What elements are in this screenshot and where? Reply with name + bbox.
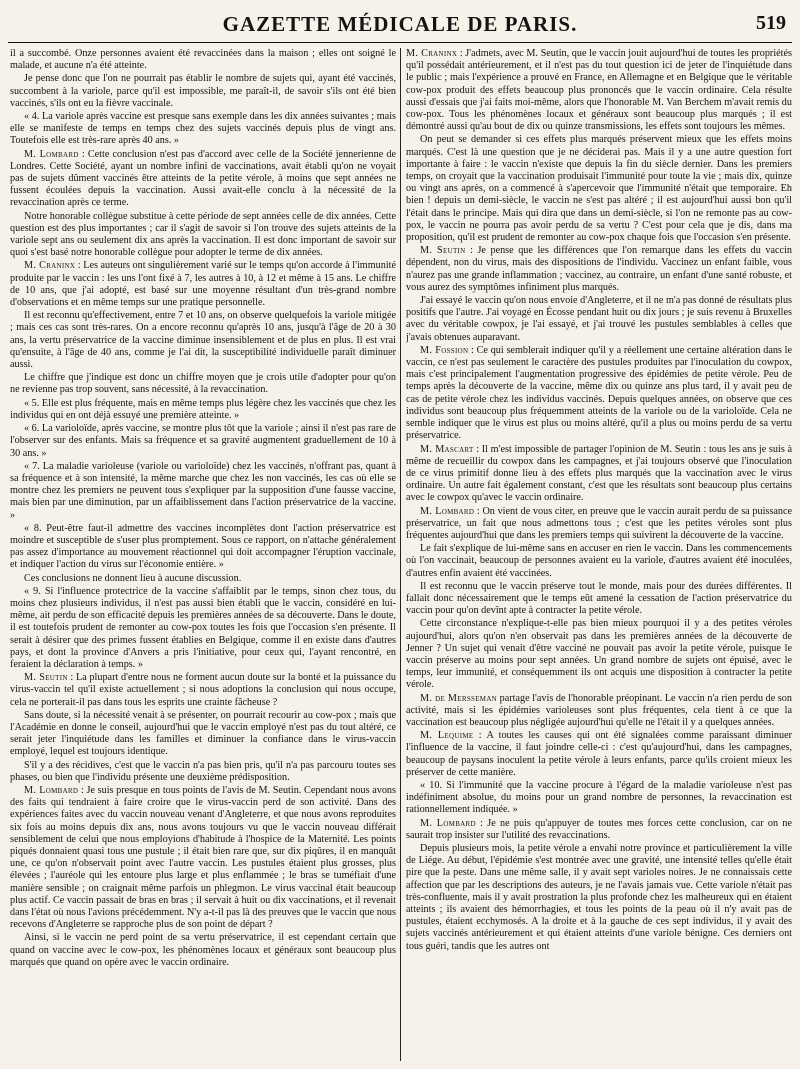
paragraph-text: Le fait s'explique de lui-même sans en accuser en rien le vaccin. Dans les commencements où l'on vaccinait, beaucoup de personnes avaient eu la variole, d'autres avaient été inoculées, d'autres enfin avaient été vaccinées.	[406, 543, 792, 579]
paragraph	[10, 710, 396, 759]
speaker-name: M. Lequime	[420, 730, 474, 742]
paragraph-text: : Il m'est impossible de partager l'opinion de M. Seutin : tous les ans je suis à même de recueillir du cowpox dans les campagnes, et j'ai toujours observé que l'inoculation de ce virus primitif donne lieu à des effets plus marqués que la vaccination avec le virus ordinaire. Un autre fait également constant, c'est que les résultats sont beaucoup plus certains avec le cowpox qu'avec le vaccin ordinaire.	[406, 443, 792, 504]
paragraph-text: Cette circonstance n'explique-t-elle pas bien mieux pourquoi il y a des petites véroles aujourd'hui, alors qu'on n'en observait pas dans les premières années de la découverte de Jenner ? Un sujet qui venait d'être vacciné ne pouvait pas avoir la petite vérole, puisque le vaccin préserve au moins pour sept années. Un grand nombre de sujets ont épuisé, avec le temps, leur immunité, et conséquemment ils ont acquis une disposition à contracter la petite vérole.	[406, 618, 792, 691]
paragraph	[10, 211, 396, 260]
speaker-name: M. Seutin	[24, 672, 68, 684]
paragraph	[10, 310, 396, 371]
paragraph	[406, 48, 792, 133]
paragraph-text: : Je suis presque en tous points de l'avis de M. Seutin. Cependant nous avons des faits qui tendraient à faire croire que le virus-vaccin perd de son activité. Dans des expériences faites avec du vaccin nouveau venant d'Angleterre, et que nous avons reproduites six fois au moins depuis dix ans, nous avons toujours vu que le vaccin nouveau différait sensiblement de celui que nous employions d'habitude à l'hospice de la Maternité. Les points piqués donnaient quasi tous une pustule ; il était bien rare que, sur dix piqûres, il en manquât une, ce qu'on n'observait point avec l'autre vaccin. Les pustules étaient plus grosses, plus élevées ; l'auréole qui les entoure plus large et plus enflammée ; le bras se tuméfiait d'une manière sensible ; on craignait même parfois un phlegmon. Le virus vaccinal était beaucoup plus actif. Ce vaccin passait de bras en bras ; il servait à huit ou dix vaccinations, et il revenait dans l'état où nous l'avions précédemment. N'y a-t-il pas là des preuves que le vaccin que nous recevons d'Angleterre se rapproche plus de son point de départ ?	[10, 784, 396, 931]
paragraph-text: il a succombé. Onze personnes avaient été revaccinées dans la maison ; elles ont soigné le malade, et aucune n'a été atteinte.	[10, 48, 396, 72]
paragraph-text: « 10. Si l'immunité que la vaccine procure à l'égard de la maladie varioleuse n'est pas indéfiniment absolue, du moins pour un grand nombre de personnes, la revaccination est rationnellement indiquée. »	[406, 779, 792, 816]
paragraph-text: Ainsi, si le vaccin ne perd point de sa vertu préservatrice, il est cependant certain que quand on vaccine avec le cow-pox, les phénomènes locaux et généraux sont beaucoup plus marqués que quand on opère avec le vaccin ordinaire.	[10, 932, 396, 968]
paragraph-text: Il est reconnu qu'effectivement, entre 7 et 10 ans, on observe quelquefois la variole mitigée ; mais ces cas sont très-rares. On a encore reconnu qu'après 10 ans, jusqu'à l'âge de 20 à 30 ans, la vertu préservatrice de la vaccine diminue insensiblement et de plus en plus. Il est vrai qu'ensuite, à l'âge de 40 ans, comme je l'ai dit, la susceptibilité individuelle paraît diminuer aussi.	[10, 310, 396, 371]
paragraph	[406, 245, 792, 294]
paragraph	[10, 48, 396, 72]
paragraph-text: « 8. Peut-être faut-il admettre des vaccines incomplètes dont l'action préservatrice est moindre et susceptible de s'user plus promptement. Sous ce rapport, on n'attache généralement pas assez d'importance au mouvement réactionnel qui doit accompagner l'éruption vaccinale, et indiquer l'action du virus sur l'économie entière. »	[10, 522, 396, 571]
paragraph-text: : J'admets, avec M. Seutin, que le vaccin jouit aujourd'hui de toutes les propriétés qu'il possédait antérieurement, et il n'est pas du tout question ici de jeter de l'inquiétude dans le public ; mais l'expérience a prouvé en France, en Allemagne et en Belgique que le véritable cow-pox produit des effets beaucoup plus prononcés que le vaccin ordinaire. Cela résulte aussi d'essais que j'ai faits moi-même, alors que l'honorable M. Van Berchem m'avait remis du cow-pox. Tous les phénomènes locaux et généraux sont beaucoup plus marqués ; il est démontré aussi qu'au bout de dix ou quinze transmissions, les effets sont toujours les mêmes.	[406, 48, 792, 133]
journal-title: GAZETTE MÉDICALE DE PARIS.	[222, 12, 578, 36]
speaker-name: M. Mascart	[420, 443, 474, 455]
paragraph	[10, 149, 396, 210]
paragraph-text: « 9. Si l'influence protectrice de la vaccine s'affaiblit par le temps, sinon chez tous, du moins chez plusieurs individus, il n'est pas aussi bien établi que le vaccin, considéré en lui-même, ait perdu de son efficacité depuis les premières années de sa découverte. Dans le doute, il est toutefois prudent de remonter au cow-pox toutes les fois que l'occasion s'en présente. Il serait à désirer que des primes fussent établies en Belgique, comme il en existe dans d'autres pays, et dont la province d'Anvers a pris l'initiative, pour ceux qui, l'ayant rencontré, en feraient la déclaration à temps. »	[10, 585, 396, 670]
paragraph-text: partage l'avis de l'honorable préopinant. Le vaccin n'a rien perdu de son activité, mais si les épidémies varioleuses sont plus fréquentes, cela tient à ce que la vaccination est beaucoup plus négligée aujourd'hui qu'elle ne l'était il y a quelques années.	[406, 692, 792, 728]
paragraph-text: « 6. La varioloïde, après vaccine, se montre plus tôt que la variole ; ainsi il n'est pas rare de l'observer sur des enfants. Mais sa fréquence et sa gravité augmentent graduellement de 10 à 30 ans. »	[10, 423, 396, 459]
left-column	[10, 48, 396, 1065]
paragraph	[406, 843, 792, 953]
paragraph-text: : Je ne puis qu'appuyer de toutes mes forces cette conclusion, car on ne saurait trop insister sur l'utilité des revaccinations.	[406, 817, 792, 841]
paragraph	[406, 780, 792, 817]
paragraph	[406, 581, 792, 618]
paragraph-text: : A toutes les causes qui ont été signalées comme paraissant diminuer l'influence de la vaccine, il faut joindre celle-ci : c'est qu'aujourd'hui, dans les campagnes, beaucoup de paysans inoculent la petite vérole à leurs enfants, parce qu'ils croient mieux les préserver de cette manière.	[406, 730, 792, 778]
page-header	[8, 8, 792, 42]
paragraph	[10, 760, 396, 784]
paragraph	[10, 573, 396, 585]
paragraph-text: Le chiffre que j'indique est donc un chiffre moyen que je crois utile d'adopter pour qu'on ne revienne pas trop souvent, sans nécessité, à la revaccination.	[10, 372, 396, 396]
paragraph-text: S'il y a des récidives, c'est que le vaccin n'a pas bien pris, qu'il n'a pas parcouru toutes ses phases, ou bien que l'individu présente une deuxième prédisposition.	[10, 759, 396, 783]
header-rule	[8, 42, 792, 43]
speaker-name: M. Lombard	[420, 817, 476, 829]
speaker-name: M. Craninx	[24, 260, 76, 272]
paragraph	[406, 618, 792, 691]
speaker-name: M. Craninx	[406, 48, 458, 59]
paragraph-text: : Cette conclusion n'est pas d'accord avec celle de la Société jennerienne de Londres. Cette Société, ayant un nombre infini de vaccinations, avait établi qu'on ne voyait pas de sujets dûment vaccinés être atteints de la petite vérole, à moins que sept années ne fussent écoulées depuis la vaccination. Aussi avait-elle conclu à la nécessité de la revaccination après ce terme.	[10, 148, 396, 209]
paragraph-text: « 7. La maladie varioleuse (variole ou varioloïde) chez les vaccinés, n'offrant pas, quant à sa fréquence et à son intensité, la même marche que chez les non vaccinés, les cas où elle se montre chez les premiers ne peuvent tous s'expliquer par la supposition d'une fausse vaccine, mais bien par une diminution, par un affaiblissement dans l'action préservatrice de la vaccine. »	[10, 460, 396, 521]
paragraph	[10, 260, 396, 309]
paragraph-text: : Les auteurs ont singulièrement varié sur le temps qu'on accorde à l'immunité produite par le vaccin : les uns l'ont fixé à 7, les autres à 10, à 12 et même à 15 ans. Le chiffre de 10 ans, que j'ai adopté, est basé sur une moyenne résultant d'un très-grand nombre d'observations et en même temps sur une pratique personnelle.	[10, 260, 396, 309]
paragraph	[406, 818, 792, 842]
paragraph-text: : On vient de vous citer, en preuve que le vaccin aurait perdu de sa puissance préservatrice, un fait que nous admettons tous ; c'est que les petites véroles sont plus fréquentes aujourd'hui que dans les premiers temps qui suivirent la découverte de la vaccine.	[406, 505, 792, 541]
page-number: 519	[756, 12, 786, 34]
paragraph	[406, 693, 792, 730]
speaker-name: M. Seutin	[420, 245, 466, 257]
paragraph	[406, 543, 792, 580]
paragraph	[10, 423, 396, 460]
paragraph	[10, 672, 396, 709]
paragraph-text: On peut se demander si ces effets plus marqués préservent mieux que les effets moins marqués. C'est là une question que je ne déciderai pas. Mais il y a une autre question fort importante à faire : le vaccin n'existe que depuis la fin du siècle dernier. Dans les premiers temps, on croyait que la vaccination produisait l'immunité pour toute la vie ; mais dix, quinze ou vingt ans après, on a commencé à s'apercevoir que l'immunité n'était que temporaire. Eh bien ! depuis un demi-siècle, le vaccin ne s'est pas altéré ; il est aujourd'hui aussi bon qu'il l'était dans le principe. Mais qui dira que dans un demi-siècle, si l'on ne remonte pas au cow-pox, le vaccin ne pourra pas avoir perdu de sa vertu ? C'est pour cela que je dis, dans ma proposition, qu'il est prudent de remonter au cow-pox chaque fois que l'occasion s'en présente.	[406, 134, 792, 244]
speaker-name: M. Fossion	[420, 344, 469, 356]
paragraph	[10, 461, 396, 522]
paragraph	[10, 785, 396, 931]
paragraph-text: Il est reconnu que le vaccin préserve tout le monde, mais pour des durées différentes. Il fallait donc nécessairement que le temps eût amené la cessation de l'action préservatrice du vaccin pour qu'on devînt apte à contracter la petite vérole.	[406, 580, 792, 617]
paragraph	[10, 372, 396, 396]
paragraph-text: : La plupart d'entre nous ne forment aucun doute sur la bonté et la puissance du virus-vaccin tel qu'il existe actuellement ; si nous adoptions la conclusion qui nous occupe, cela ne porterait-il pas dans tous les esprits une crainte fâcheuse ?	[10, 672, 396, 708]
paragraph-text: « 4. La variole après vaccine est presque sans exemple dans les dix années suivantes ; mais elle se manifeste de temps en temps chez des sujets vaccinés depuis plus de vingt ans. Toutefois elle est très-rare après 40 ans. »	[10, 111, 396, 147]
paragraph-text: Ces conclusions ne donnent lieu à aucune discussion.	[24, 572, 242, 584]
paragraph-text: « 5. Elle est plus fréquente, mais en même temps plus légère chez les vaccinés que chez les individus qui en ont déjà essuyé une première atteinte. »	[10, 397, 396, 421]
paragraph	[406, 444, 792, 505]
paragraph	[10, 111, 396, 148]
paragraph-text: J'ai essayé le vaccin qu'on nous envoie d'Angleterre, et il ne m'a pas donné de résultats plus positifs que l'autre. J'ai voyagé en Écosse pendant huit ou dix jours ; je suis revenu à Bruxelles avec du véritable cowpox, je l'ai essayé, et j'ai trouvé les pustules semblables à celles que j'avais obtenues auparavant.	[406, 295, 792, 343]
speaker-name: M. Lombard	[24, 148, 79, 160]
paragraph-text: Notre honorable collègue substitue à cette période de sept années celle de dix années. Cette question est des plus importantes ; car il s'agit de savoir si l'on trouve des sujets atteints de la variole sept ans ou seulement dix ans après la vaccination. Il est donc important de savoir sur quoi s'est basé notre honorable collègue pour adopter le terme de dix années.	[10, 210, 396, 259]
paragraph	[406, 134, 792, 244]
speaker-name: M. de Mersseman	[420, 692, 498, 704]
paragraph	[406, 295, 792, 344]
paragraph-text: : Je pense que les différences que l'on remarque dans les effets du vaccin dépendent, non du virus, mais des dispositions de l'individu. Vaccinez un enfant faible, vous n'aurez pas une grande inflammation ; vaccinez, au contraire, un enfant d'une santé robuste, et vous aurez des symptômes infiniment plus marqués.	[406, 245, 792, 293]
paragraph-text: Sans doute, si la nécessité venait à se présenter, on pourrait recourir au cow-pox ; mais que l'Académie en donne le conseil, aujourd'hui que le vaccin employé n'est pas du tout altéré, ce serait jeter l'inquiétude dans les familles et diminuer la confiance dans le virus-vaccin employé, lequel est toujours identique.	[10, 709, 396, 758]
column-divider	[400, 48, 401, 1061]
paragraph	[10, 398, 396, 422]
paragraph	[10, 932, 396, 969]
paragraph	[406, 506, 792, 543]
paragraph	[10, 73, 396, 110]
right-column	[406, 48, 792, 1065]
paragraph	[10, 523, 396, 572]
speaker-name: M. Lombard	[24, 784, 79, 796]
paragraph	[10, 586, 396, 671]
paragraph-text: Depuis plusieurs mois, la petite vérole a envahi notre province et particulièrement la ville de Liége. Au début, l'épidémie s'est montrée avec une gravité, une intensité telles qu'elle était pire que la peste. Dans une même salle, il y avait sept varioles noires. Je ne connaissais cette affection que par les descriptions des auteurs, je ne l'avais jamais vue. Cette variole n'était pas très-confluente, mais il y avait prostration la plus profonde chez les malheureux qui en étaient atteints ; ils avaient des hémorrhagies, et tous les points de la peau où il n'y avait pas de pustules, étaient ecchymosés. A la droite et à la gauche de ces sept individus, il y avait des sujets vaccinés antérieurement et qui étaient atteints d'une variole bénigne. Ces derniers ont tous guéri, tandis que les autres ont	[406, 843, 792, 952]
paragraph-text: : Ce qui semblerait indiquer qu'il y a réellement une certaine altération dans le vaccin, ce n'est pas seulement le caractère des pustules produites par l'inoculation du cowpox, mais c'est principalement l'augmentation progressive des épidémies de petite vérole. Peu de temps après la découverte de la vaccine, même dix ou quinze ans plus tard, il y avait peu de cas de petite vérole chez les individus vaccinés. Depuis quelques années, on observe que ces individus sont beaucoup plus fréquemment atteints de la variole ou de la varioloïde. Cela ne semble indiquer que le virus est plus ou moins altéré, qu'il a plus ou moins perdu de sa vertu préservatrice.	[406, 344, 792, 442]
paragraph	[406, 730, 792, 779]
speaker-name: M. Lombard	[420, 505, 475, 517]
paragraph	[406, 345, 792, 443]
paragraph-text: Je pense donc que l'on ne pourrait pas établir le nombre de sujets qui, ayant été vaccinés, succombent à la variole, parce qu'il est impossible, me paraît-il, de savoir s'ils ont été bien vaccinés, s'ils ont eu la fièvre vaccinale.	[10, 73, 396, 109]
